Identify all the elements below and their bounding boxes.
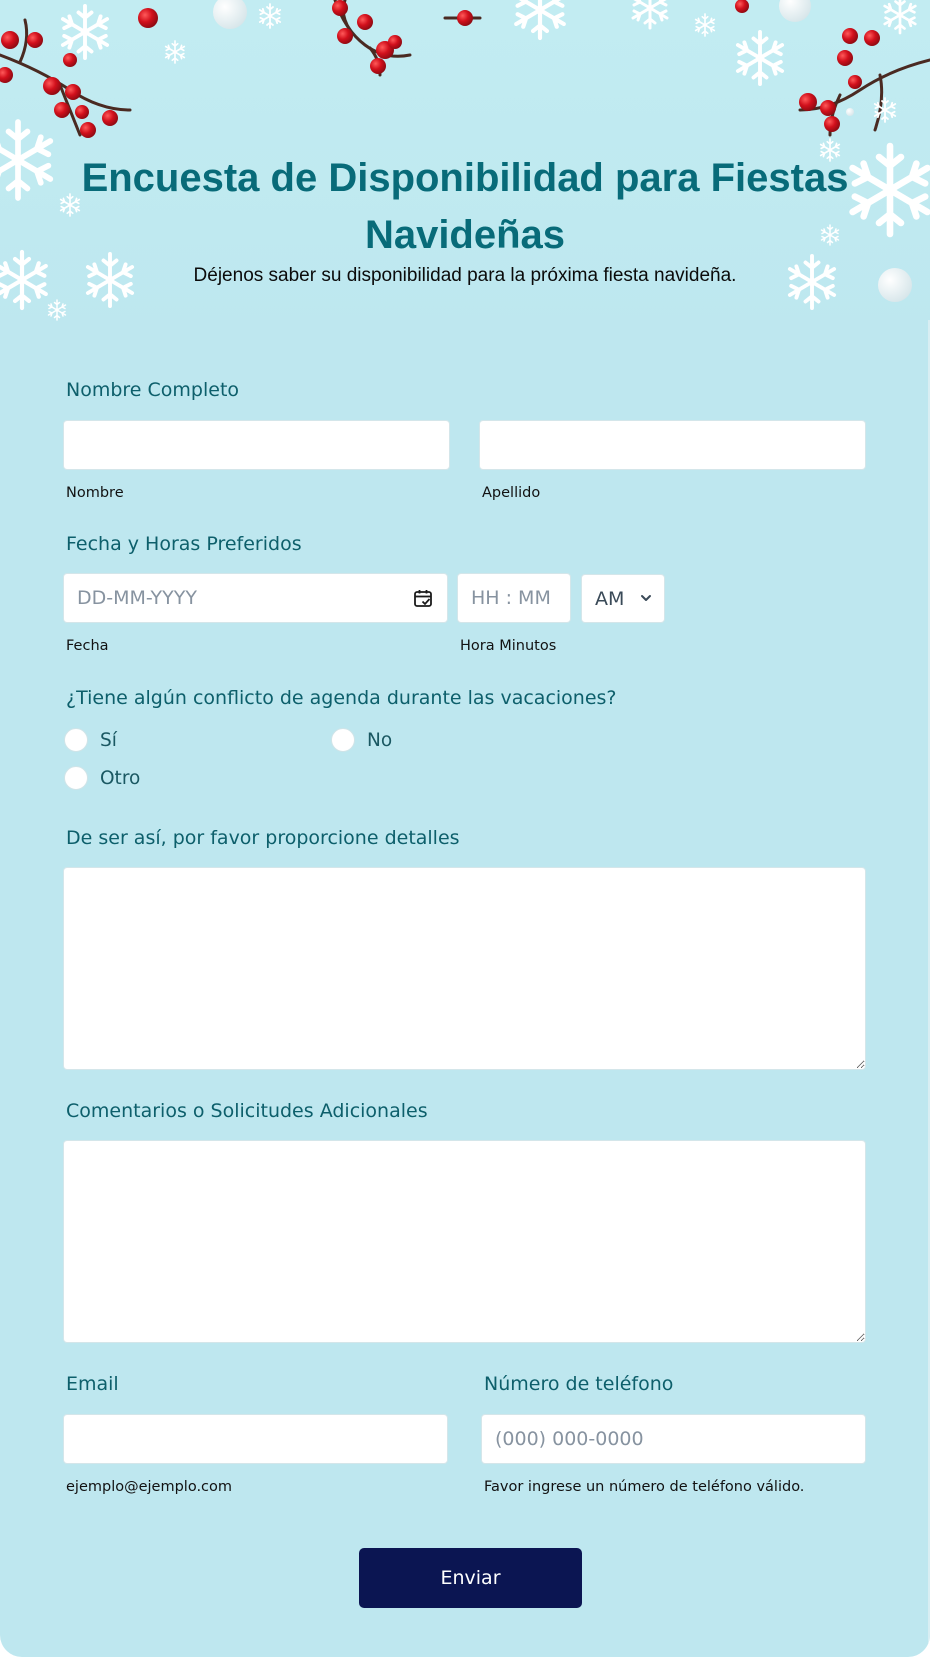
radio-option-si[interactable]: [64, 728, 117, 752]
first-name-input[interactable]: [63, 420, 450, 470]
email-input[interactable]: [63, 1414, 448, 1464]
page-title: Encuesta de Disponibilidad para Fiestas Navideñas: [81, 156, 849, 257]
radio-button[interactable]: [331, 728, 355, 752]
header-banner: [0, 0, 930, 330]
last-name-sublabel: Apellido: [482, 485, 541, 501]
radio-button[interactable]: [64, 766, 88, 790]
comments-label: Comentarios o Solicitudes Adicionales: [66, 1100, 428, 1122]
time-sublabel: Hora Minutos: [460, 638, 557, 654]
details-label: De ser así, por favor proporcione detalles: [66, 827, 460, 849]
page-subtitle: Déjenos saber su disponibilidad para la próxima fiesta navideña.: [193, 265, 737, 286]
details-textarea[interactable]: [63, 867, 866, 1070]
conflict-question: ¿Tiene algún conflicto de agenda durante las vacaciones?: [66, 687, 617, 709]
time-input[interactable]: [457, 573, 571, 623]
full-name-label: Nombre Completo: [66, 379, 240, 401]
phone-sublabel: Favor ingrese un número de teléfono válido.: [484, 1479, 805, 1495]
date-sublabel: Fecha: [66, 638, 109, 654]
phone-input[interactable]: [481, 1414, 866, 1464]
ampm-select[interactable]: [581, 574, 665, 623]
radio-label: Otro: [100, 767, 141, 789]
email-sublabel: ejemplo@ejemplo.com: [66, 1479, 233, 1495]
date-time-label: Fecha y Horas Preferidos: [66, 533, 302, 555]
radio-label: No: [367, 729, 393, 751]
date-input[interactable]: [63, 573, 448, 623]
phone-label: Número de teléfono: [484, 1373, 674, 1395]
comments-textarea[interactable]: [63, 1140, 866, 1343]
last-name-input[interactable]: [479, 420, 866, 470]
radio-option-no[interactable]: [331, 728, 392, 752]
radio-option-otro[interactable]: [64, 766, 140, 790]
ampm-value: AM: [595, 587, 625, 610]
email-label: Email: [66, 1373, 119, 1395]
radio-button[interactable]: [64, 728, 88, 752]
calendar-check-icon[interactable]: [413, 588, 433, 608]
submit-button[interactable]: Enviar: [359, 1548, 582, 1608]
radio-label: Sí: [100, 729, 117, 751]
first-name-sublabel: Nombre: [66, 485, 124, 501]
chevron-down-icon: [640, 592, 652, 604]
